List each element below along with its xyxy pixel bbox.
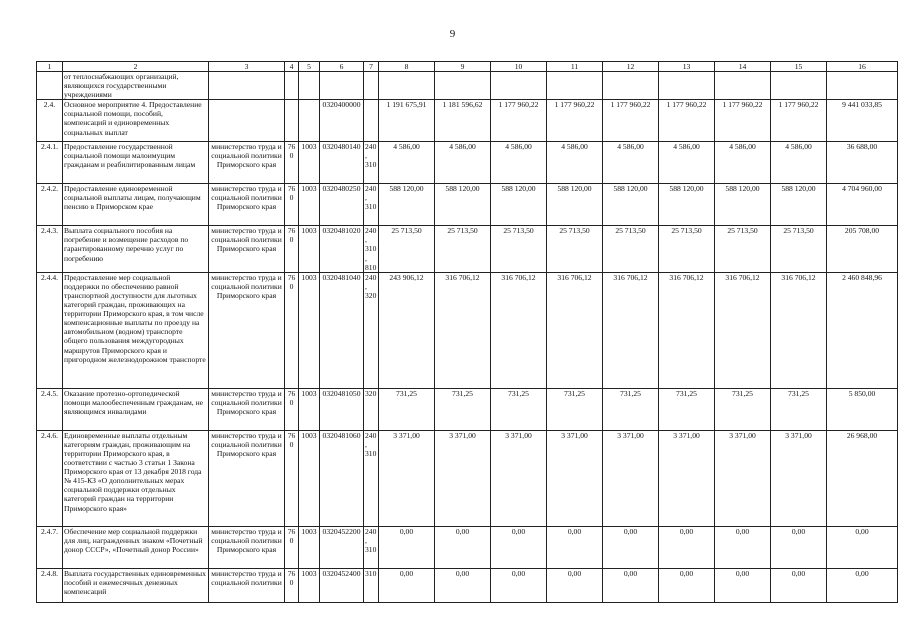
total-amount: 2 460 848,96 [827, 272, 898, 388]
target-article-code: 0320400000 [320, 100, 364, 142]
year-amount: 1 177 960,22 [659, 100, 715, 142]
row-number: 2.4.3. [37, 226, 63, 272]
year-amount: 316 706,12 [547, 272, 603, 388]
total-amount: 0,00 [827, 568, 898, 602]
year-amount: 316 706,12 [659, 272, 715, 388]
target-article-code: 0320481040 [320, 272, 364, 388]
section-code: 1003 [299, 226, 320, 272]
table-row [37, 142, 898, 184]
target-article-code: 0320480140 [320, 142, 364, 184]
column-number: 16 [827, 62, 898, 72]
year-amount: 316 706,12 [491, 272, 547, 388]
year-amount: 4 586,00 [547, 142, 603, 184]
year-amount: 0,00 [715, 526, 771, 568]
year-amount: 1 177 960,22 [715, 100, 771, 142]
grbs-code: 760 [285, 142, 299, 184]
expense-type-code: 240, 310 [364, 184, 379, 226]
year-amount: 1 177 960,22 [547, 100, 603, 142]
expense-type-code: 240, 310 [364, 142, 379, 184]
year-amount: 588 120,00 [379, 184, 435, 226]
column-number: 1 [37, 62, 63, 72]
total-amount: 0,00 [827, 526, 898, 568]
year-amount: 588 120,00 [547, 184, 603, 226]
year-amount: 1 191 675,91 [379, 100, 435, 142]
expense-type-code [364, 100, 379, 142]
table-row [37, 272, 898, 388]
grbs-code [285, 100, 299, 142]
year-amount: 3 371,00 [491, 430, 547, 526]
expense-type-code: 240, 310 [364, 430, 379, 526]
responsible-executor: министерство труда и социальной политики Приморского края [209, 142, 285, 184]
year-amount: 243 906,12 [379, 272, 435, 388]
column-number: 15 [771, 62, 827, 72]
target-article-code: 0320481020 [320, 226, 364, 272]
total-amount: 5 850,00 [827, 388, 898, 430]
year-amount: 588 120,00 [491, 184, 547, 226]
year-amount: 4 586,00 [771, 142, 827, 184]
year-amount: 3 371,00 [659, 430, 715, 526]
year-amount: 0,00 [715, 568, 771, 602]
grbs-code [285, 72, 299, 100]
responsible-executor [209, 100, 285, 142]
year-amount [603, 72, 659, 100]
table-row [37, 226, 898, 272]
year-amount: 0,00 [547, 568, 603, 602]
column-number-row [37, 62, 898, 72]
table-row [37, 184, 898, 226]
row-number: 2.4.6. [37, 430, 63, 526]
column-number: 11 [547, 62, 603, 72]
year-amount: 731,25 [715, 388, 771, 430]
year-amount: 0,00 [379, 526, 435, 568]
year-amount [547, 72, 603, 100]
row-description: Единовременные выплаты отдельным категориям граждан, проживающим на территории Приморского края, в соответствии с частью 3 статьи 1 Закона Приморского края от 13 декабря 2018 года № 415-КЗ «О дополнительных мерах социальной поддержки отдельных категорий граждан на территории Приморского края» [63, 430, 209, 526]
table-row [37, 100, 898, 142]
section-code: 1003 [299, 430, 320, 526]
section-code: 1003 [299, 142, 320, 184]
target-article-code: 0320481060 [320, 430, 364, 526]
grbs-code: 760 [285, 388, 299, 430]
column-number: 3 [209, 62, 285, 72]
column-number: 12 [603, 62, 659, 72]
year-amount: 731,25 [603, 388, 659, 430]
year-amount: 25 713,50 [435, 226, 491, 272]
year-amount [435, 72, 491, 100]
target-article-code: 0320480250 [320, 184, 364, 226]
year-amount: 4 586,00 [379, 142, 435, 184]
grbs-code: 760 [285, 430, 299, 526]
year-amount: 4 586,00 [435, 142, 491, 184]
section-code [299, 72, 320, 100]
year-amount: 4 586,00 [659, 142, 715, 184]
year-amount: 0,00 [491, 568, 547, 602]
expense-type-code: 240, 320 [364, 272, 379, 388]
row-description: Обеспечение мер социальной поддержки для лиц, награжденных знаком «Почетный донор СССР», «Почетный донор России» [63, 526, 209, 568]
year-amount: 316 706,12 [771, 272, 827, 388]
year-amount [715, 72, 771, 100]
year-amount: 0,00 [379, 568, 435, 602]
year-amount: 25 713,50 [715, 226, 771, 272]
year-amount: 25 713,50 [547, 226, 603, 272]
row-description: от теплоснабжающих организаций, являющихся государственными учреждениями [63, 72, 209, 100]
year-amount: 588 120,00 [771, 184, 827, 226]
table-row [37, 388, 898, 430]
year-amount: 0,00 [603, 526, 659, 568]
year-amount [491, 72, 547, 100]
row-description: Предоставление единовременной социальной выплаты лицам, получающим пенсию в Приморском крае [63, 184, 209, 226]
responsible-executor: министерство труда и социальной политики Приморского края [209, 226, 285, 272]
year-amount: 3 371,00 [603, 430, 659, 526]
year-amount: 588 120,00 [603, 184, 659, 226]
table-row [37, 430, 898, 526]
column-number: 10 [491, 62, 547, 72]
year-amount: 731,25 [547, 388, 603, 430]
year-amount: 0,00 [659, 568, 715, 602]
year-amount: 3 371,00 [379, 430, 435, 526]
year-amount: 4 586,00 [491, 142, 547, 184]
year-amount: 25 713,50 [379, 226, 435, 272]
responsible-executor: министерство труда и социальной политики Приморского края [209, 388, 285, 430]
row-number: 2.4. [37, 100, 63, 142]
grbs-code: 760 [285, 272, 299, 388]
year-amount: 316 706,12 [435, 272, 491, 388]
table-row [37, 72, 898, 100]
year-amount: 4 586,00 [715, 142, 771, 184]
table-row [37, 568, 898, 602]
year-amount: 0,00 [547, 526, 603, 568]
total-amount: 9 441 033,85 [827, 100, 898, 142]
responsible-executor: министерство труда и социальной политики Приморского края [209, 272, 285, 388]
year-amount: 316 706,12 [715, 272, 771, 388]
section-code: 1003 [299, 388, 320, 430]
year-amount: 0,00 [491, 526, 547, 568]
row-number: 2.4.5. [37, 388, 63, 430]
year-amount: 731,25 [491, 388, 547, 430]
grbs-code: 760 [285, 184, 299, 226]
year-amount: 1 177 960,22 [491, 100, 547, 142]
target-article-code: 0320452400 [320, 568, 364, 602]
target-article-code: 0320481050 [320, 388, 364, 430]
year-amount: 316 706,12 [603, 272, 659, 388]
grbs-code: 760 [285, 526, 299, 568]
total-amount: 26 968,00 [827, 430, 898, 526]
year-amount: 3 371,00 [435, 430, 491, 526]
responsible-executor: министерство труда и социальной политики [209, 568, 285, 602]
year-amount: 4 586,00 [603, 142, 659, 184]
column-number: 6 [320, 62, 364, 72]
year-amount: 588 120,00 [435, 184, 491, 226]
row-number: 2.4.2. [37, 184, 63, 226]
year-amount: 731,25 [435, 388, 491, 430]
row-description: Выплата социального пособия на погребение и возмещение расходов по гарантированному перечню услуг по погребению [63, 226, 209, 272]
year-amount: 0,00 [435, 568, 491, 602]
year-amount: 588 120,00 [715, 184, 771, 226]
expense-type-code: 310 [364, 568, 379, 602]
row-description: Оказание протезно-ортопедической помощи малообеспеченным гражданам, не являющимся инвалидами [63, 388, 209, 430]
year-amount: 0,00 [603, 568, 659, 602]
year-amount: 731,25 [659, 388, 715, 430]
responsible-executor [209, 72, 285, 100]
year-amount: 731,25 [771, 388, 827, 430]
total-amount: 36 688,00 [827, 142, 898, 184]
column-number: 5 [299, 62, 320, 72]
year-amount [771, 72, 827, 100]
row-number: 2.4.7. [37, 526, 63, 568]
expense-type-code: 320 [364, 388, 379, 430]
row-number: 2.4.8. [37, 568, 63, 602]
total-amount: 4 704 960,00 [827, 184, 898, 226]
expense-type-code: 240, 310 [364, 526, 379, 568]
target-article-code [320, 72, 364, 100]
year-amount: 3 371,00 [547, 430, 603, 526]
year-amount: 25 713,50 [491, 226, 547, 272]
section-code: 1003 [299, 526, 320, 568]
year-amount: 3 371,00 [715, 430, 771, 526]
column-number: 7 [364, 62, 379, 72]
section-code: 1003 [299, 184, 320, 226]
year-amount: 1 177 960,22 [603, 100, 659, 142]
budget-table [36, 61, 898, 603]
year-amount: 25 713,50 [603, 226, 659, 272]
year-amount: 731,25 [379, 388, 435, 430]
year-amount: 1 177 960,22 [771, 100, 827, 142]
row-number: 2.4.4. [37, 272, 63, 388]
column-number: 8 [379, 62, 435, 72]
year-amount: 25 713,50 [659, 226, 715, 272]
year-amount: 0,00 [771, 568, 827, 602]
column-number: 14 [715, 62, 771, 72]
row-description: Выплата государственных единовременных пособий и ежемесячных денежных компенсаций [63, 568, 209, 602]
expense-type-code: 240, 310, 810 [364, 226, 379, 272]
grbs-code: 760 [285, 568, 299, 602]
year-amount: 588 120,00 [659, 184, 715, 226]
year-amount: 1 181 596,62 [435, 100, 491, 142]
year-amount [379, 72, 435, 100]
column-number: 9 [435, 62, 491, 72]
total-amount: 205 708,00 [827, 226, 898, 272]
row-description: Предоставление мер социальной поддержки по обеспечению равной транспортной доступности для льготных категорий граждан, проживающих на территории Приморского края, в том числе компенсационные выплаты по проезду на автомобильном (водном) транспорте общего пользования междугородных маршрутов Приморского края и пригородном железнодорожном транспорте [63, 272, 209, 388]
year-amount: 3 371,00 [771, 430, 827, 526]
target-article-code: 0320452200 [320, 526, 364, 568]
year-amount: 0,00 [771, 526, 827, 568]
column-number: 4 [285, 62, 299, 72]
total-amount [827, 72, 898, 100]
year-amount: 0,00 [435, 526, 491, 568]
section-code: 1003 [299, 272, 320, 388]
column-number: 2 [63, 62, 209, 72]
row-number: 2.4.1. [37, 142, 63, 184]
responsible-executor: министерство труда и социальной политики Приморского края [209, 430, 285, 526]
responsible-executor: министерство труда и социальной политики Приморского края [209, 184, 285, 226]
year-amount [659, 72, 715, 100]
column-number: 13 [659, 62, 715, 72]
row-number [37, 72, 63, 100]
responsible-executor: министерство труда и социальной политики Приморского края [209, 526, 285, 568]
page-number: 9 [449, 28, 456, 40]
section-code: 1003 [299, 568, 320, 602]
table-row [37, 526, 898, 568]
expense-type-code [364, 72, 379, 100]
row-description: Основное мероприятие 4. Предоставление социальной помощи, пособий, компенсаций и единовременных социальных выплат [63, 100, 209, 142]
year-amount: 0,00 [659, 526, 715, 568]
row-description: Предоставление государственной социальной помощи малоимущим гражданам и реабилитированным лицам [63, 142, 209, 184]
year-amount: 25 713,50 [771, 226, 827, 272]
section-code [299, 100, 320, 142]
grbs-code: 760 [285, 226, 299, 272]
